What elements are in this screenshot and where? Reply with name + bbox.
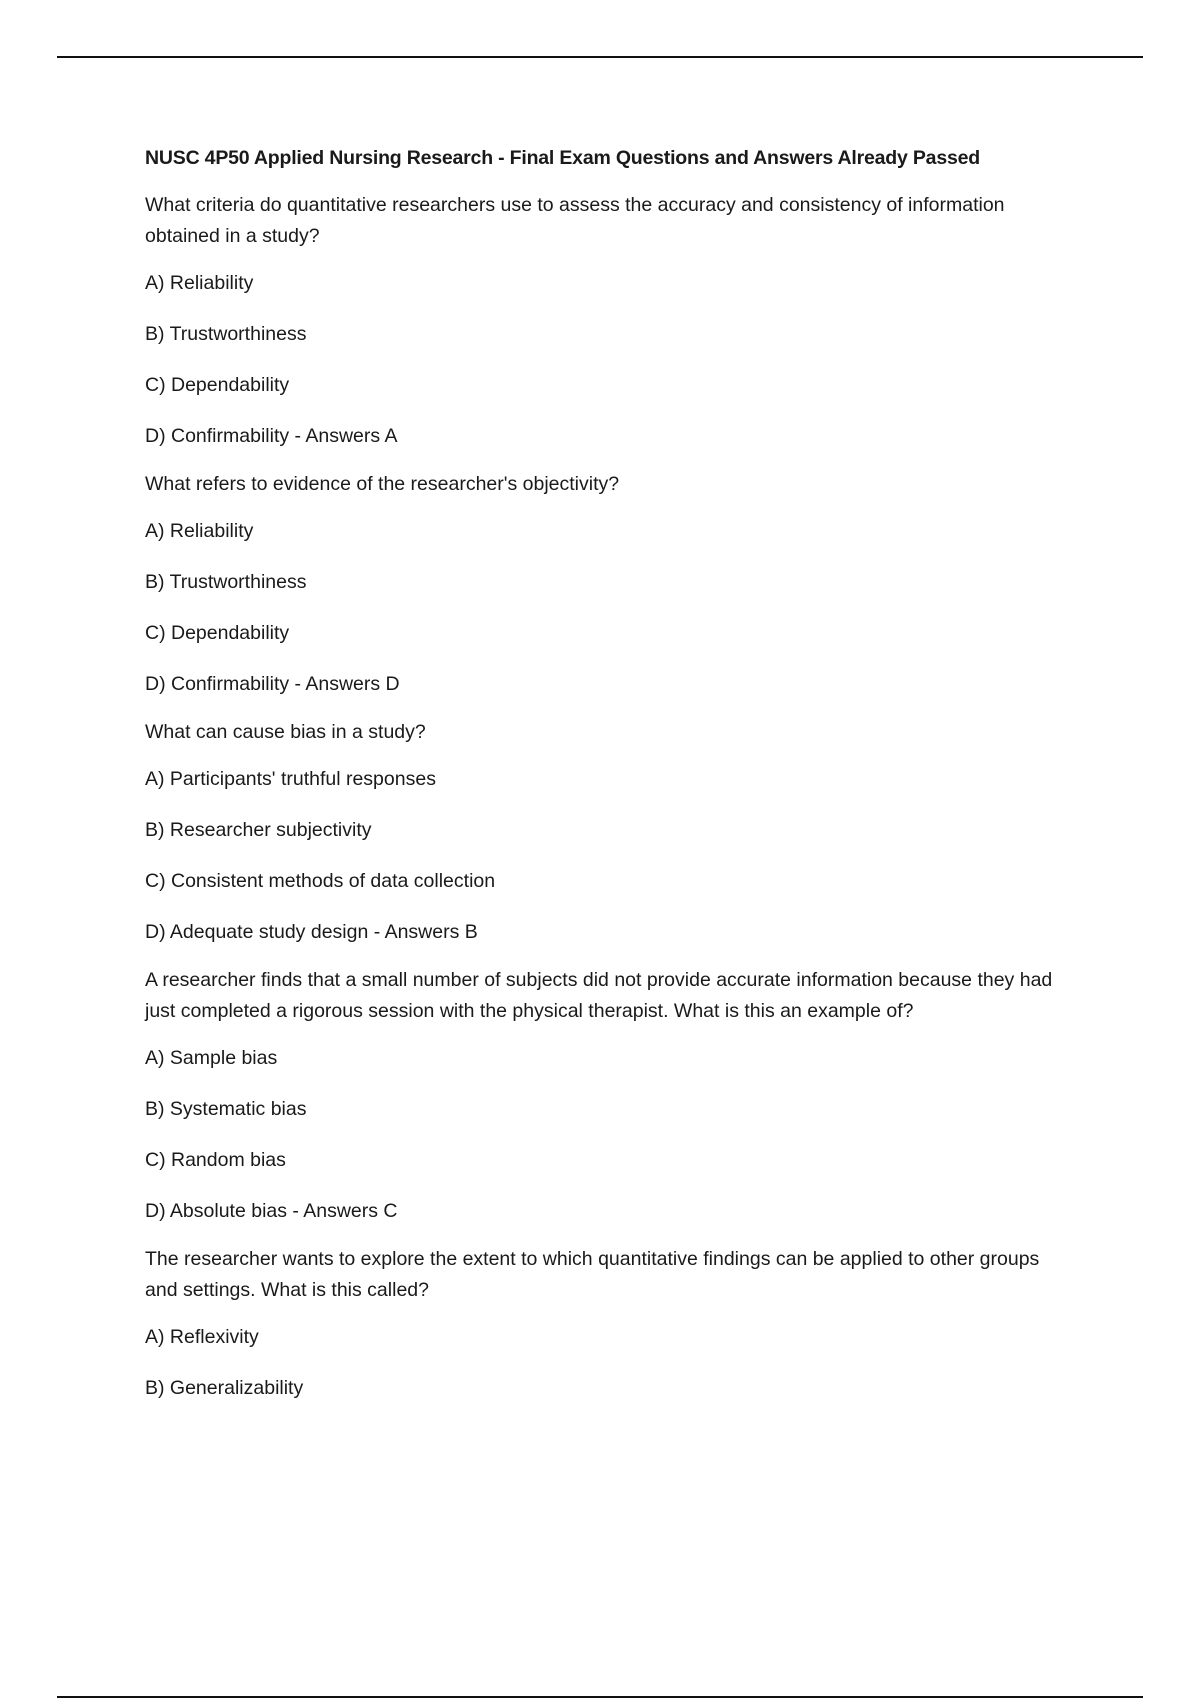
header-rule	[57, 56, 1143, 58]
answer-option: A) Reliability	[145, 520, 254, 542]
question-4	[145, 965, 1075, 1227]
question-text: The researcher wants to explore the extent to which quantitative findings can be applied to other groups and settings. What is this called?	[145, 1248, 1040, 1301]
question-text: A researcher finds that a small number of subjects did not provide accurate information because they had just completed a rigorous session with the physical therapist. What is this an example of?	[145, 969, 1053, 1022]
answer-option: A) Reliability	[145, 272, 254, 294]
answer-option: B) Generalizability	[145, 1377, 304, 1399]
answer-option: A) Participants' truthful responses	[145, 768, 436, 790]
question-2	[145, 469, 1075, 700]
answer-option: C) Dependability	[145, 374, 290, 396]
document-page	[145, 142, 1075, 1421]
question-text: What refers to evidence of the researcher's objectivity?	[145, 473, 620, 495]
answer-option: B) Systematic bias	[145, 1098, 307, 1120]
question-3	[145, 717, 1075, 948]
answer-option: D) Absolute bias - Answers C	[145, 1200, 398, 1222]
answer-option: B) Trustworthiness	[145, 323, 307, 345]
question-5	[145, 1244, 1075, 1404]
answer-option: C) Dependability	[145, 622, 290, 644]
question-text: What criteria do quantitative researchers use to assess the accuracy and consistency of information obtained in a study?	[145, 194, 1005, 247]
answer-option: B) Researcher subjectivity	[145, 819, 372, 841]
answer-option: C) Random bias	[145, 1149, 286, 1171]
answer-option: D) Confirmability - Answers A	[145, 425, 398, 447]
answer-option: C) Consistent methods of data collection	[145, 870, 496, 892]
answer-option: A) Reflexivity	[145, 1326, 259, 1348]
answer-option: D) Adequate study design - Answers B	[145, 921, 478, 943]
answer-option: D) Confirmability - Answers D	[145, 673, 400, 695]
footer-rule	[57, 1696, 1143, 1698]
question-1	[145, 190, 1075, 452]
answer-option: A) Sample bias	[145, 1047, 278, 1069]
answer-option: B) Trustworthiness	[145, 571, 307, 593]
question-text: What can cause bias in a study?	[145, 721, 426, 743]
document-title: NUSC 4P50 Applied Nursing Research - Final Exam Questions and Answers Already Passed	[145, 147, 980, 169]
